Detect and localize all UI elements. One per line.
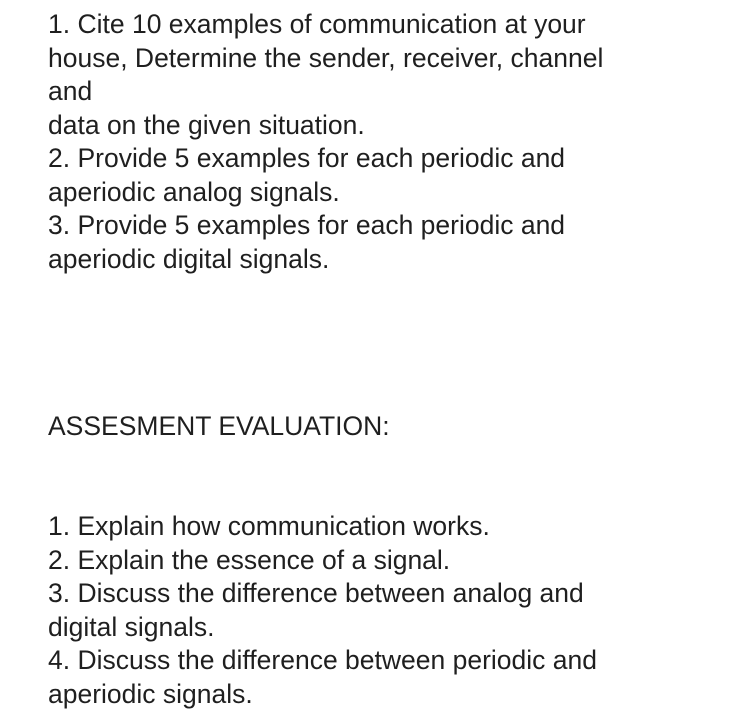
- assessment-line: 2. Explain the essence of a signal.: [48, 544, 451, 575]
- instruction-line: aperiodic analog signals.: [48, 176, 340, 207]
- assessment-line: digital signals.: [48, 611, 215, 642]
- assessment-section: [48, 510, 738, 711]
- instruction-line: house, Determine the sender, receiver, channel: [48, 42, 604, 73]
- instruction-line: aperiodic digital signals.: [48, 243, 330, 274]
- assessment-line: 4. Discuss the difference between periodic and: [48, 645, 597, 675]
- instruction-line: data on the given situation.: [48, 109, 365, 140]
- instruction-line: and: [48, 76, 93, 106]
- instruction-line: 3. Provide 5 examples for each periodic and: [48, 210, 566, 240]
- assessment-line: aperiodic signals.: [48, 678, 253, 709]
- assessment-heading: ASSESMENT EVALUATION:: [48, 411, 390, 441]
- assessment-line: 1. Explain how communication works.: [48, 511, 490, 541]
- assessment-line: 3. Discuss the difference between analog and: [48, 578, 584, 608]
- instruction-line: 1. Cite 10 examples of communication at your: [48, 9, 586, 39]
- instruction-line: 2. Provide 5 examples for each periodic and: [48, 143, 566, 173]
- instructions-section: [48, 8, 738, 276]
